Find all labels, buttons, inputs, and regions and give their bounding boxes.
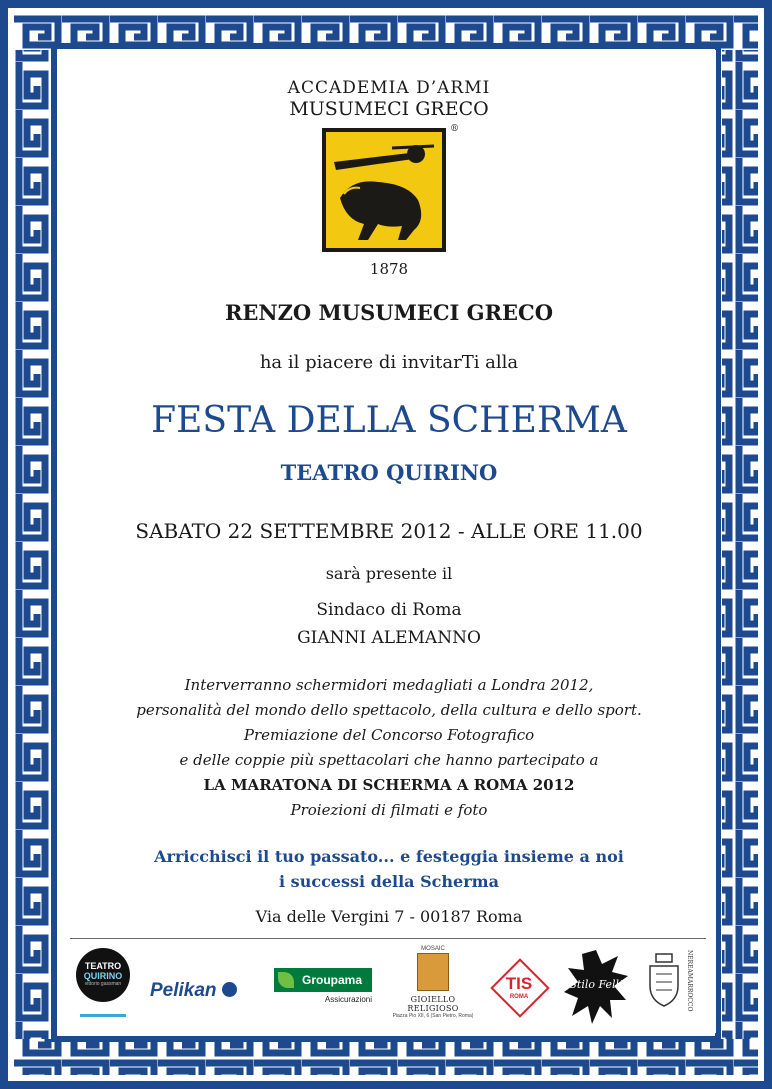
guest-role: Sindaco di Roma <box>316 600 462 620</box>
academy-name-line1: ACCADEMIA D’ARMI <box>287 78 491 98</box>
marathon-title: LA MARATONA DI SCHERMA A ROMA 2012 <box>203 776 575 794</box>
host-name: RENZO MUSUMECI GRECO <box>224 300 554 325</box>
teatro-logo-sub: vittorio gassman <box>84 981 122 987</box>
gioiello-name: GIOIELLO RELIGIOSO <box>407 995 459 1013</box>
mosaic-icon <box>417 953 449 991</box>
academy-logo <box>322 128 446 252</box>
teatro-logo-line1: TEATRO <box>84 961 122 971</box>
pelikan-bird-icon <box>222 982 237 997</box>
gioiello-sub: Piazza Pio XII, 6 (San Pietro, Roma) <box>392 1013 474 1019</box>
tis-sub: ROMA <box>509 994 529 1000</box>
crest-icon <box>646 952 682 1008</box>
academy-name-line2: MUSUMECI GRECO <box>289 98 489 120</box>
projections-line: Proiezioni di filmati e foto <box>290 801 488 819</box>
sponsor-divider <box>70 938 706 939</box>
address: Via delle Vergini 7 - 00187 Roma <box>255 907 523 926</box>
nereamarrocco-logo <box>646 948 696 1028</box>
guest-intro: sarà presente il <box>325 564 453 583</box>
details-line-4: e delle coppie più spettacolari che hanno partecipato a <box>179 751 599 769</box>
teatro-logo-line2: QUIRINO <box>83 971 123 981</box>
slogan-line-2: i successi della Scherma <box>279 872 499 891</box>
invitation-panel <box>62 50 716 1033</box>
teatro-quirino-logo <box>74 946 132 1022</box>
event-venue: TEATRO QUIRINO <box>280 460 498 485</box>
gioiello-religioso-logo <box>388 946 478 1026</box>
pelikan-wordmark: Pelikan <box>150 980 217 1001</box>
registered-mark: ® <box>450 124 459 134</box>
stilo-felli-logo <box>562 946 630 1028</box>
tis-wordmark: TIS <box>505 974 533 993</box>
pelikan-logo <box>150 980 250 1004</box>
details-line-2: personalità del mondo dello spettacolo, della cultura e dello sport. <box>136 701 642 719</box>
details-line-3: Premiazione del Concorso Fotografico <box>243 726 535 744</box>
event-datetime: SABATO 22 SETTEMBRE 2012 - ALLE ORE 11.00 <box>135 519 643 543</box>
gioiello-top: MOSAIC <box>421 946 445 952</box>
slogan-line-1: Arricchisci il tuo passato... e festeggia insieme a noi <box>154 847 624 866</box>
groupama-logo <box>274 968 372 1010</box>
groupama-wordmark: Groupama <box>274 968 372 992</box>
guest-name: GIANNI ALEMANNO <box>297 628 481 648</box>
tis-roma-logo <box>490 958 548 1016</box>
groupama-sub: Assicurazioni <box>324 995 372 1004</box>
details-line-1: Interverranno schermidori medagliati a Londra 2012, <box>184 676 594 694</box>
invite-line: ha il piacere di invitarTi alla <box>259 352 519 373</box>
wolf-fencer-emblem <box>322 128 446 252</box>
nerea-wordmark: NEREAMARROCCO <box>686 950 693 1012</box>
stilo-wordmark: Stilo Felli <box>569 978 623 991</box>
event-title: FESTA DELLA SCHERMA <box>151 400 627 441</box>
founding-year: 1878 <box>369 260 409 278</box>
